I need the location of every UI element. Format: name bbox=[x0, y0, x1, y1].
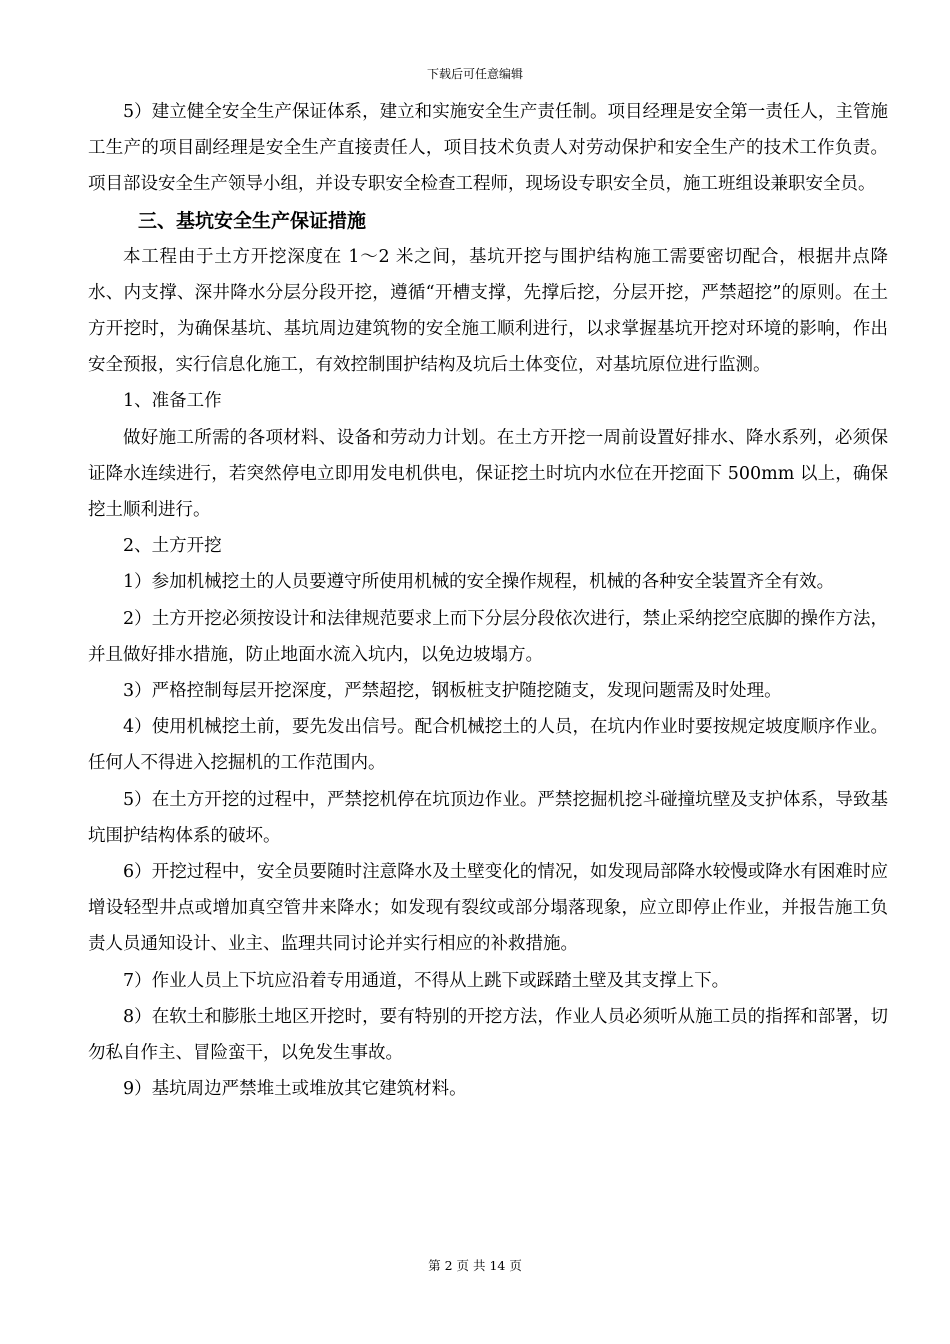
list-item-3: 3）严格控制每层开挖深度，严禁超挖，钢板桩支护随挖随支，发现问题需及时处理。 bbox=[123, 681, 782, 702]
page-header: 下载后可任意编辑 bbox=[426, 67, 523, 81]
list-item-7: 7）作业人员上下坑应沿着专用通道，不得从上跳下或踩踏土壁及其支撑上下。 bbox=[123, 970, 730, 991]
list-item-9: 9）基坑周边严禁堆土或堆放其它建筑材料。 bbox=[123, 1079, 467, 1100]
list-item-1: 1）参加机械挖土的人员要遵守所使用机械的安全操作规程，机械的各种安全装置齐全有效。 bbox=[123, 572, 835, 593]
page-footer: 第 2 页 共 14 页 bbox=[428, 1258, 522, 1273]
paragraph-excavation-intro: 本工程由于土方开挖深度在 1～2 米之间，基坑开挖与围护结构施工需要密切配合，根据井点降水、内支撑、深井降水分层分段开挖，遵循“开槽支撑，先撑后挖，分层开挖，严禁超挖”的原则。在土方开挖时，为确保基坑、基坑周边建筑物的安全施工顺利进行，以求掌握基坑开挖对环境的影响，作出安全预报，实行信息化施工，有效控制围护结构及坑后土体变位，对基坑原位进行监测。 bbox=[88, 246, 888, 376]
paragraph-safety-system: 5）建立健全安全生产保证体系，建立和实施安全生产责任制。项目经理是安全第一责任人，主管施工生产的项目副经理是安全生产直接责任人，项目技术负责人对劳动保护和安全生产的技术工作负责。项目部设安全生产领导小组，并设专职安全检查工程师，现场设专职安全员，施工班组设兼职安全员。 bbox=[88, 102, 888, 195]
section-heading: 三、基坑安全生产保证措施 bbox=[138, 209, 367, 232]
list-item-2: 2）土方开挖必须按设计和法律规范要求上而下分层分段依次进行，禁止采纳挖空底脚的操作方法，并且做好排水措施，防止地面水流入坑内，以免边坡塌方。 bbox=[88, 608, 888, 665]
subheading-preparation: 1、准备工作 bbox=[123, 391, 222, 412]
list-item-6: 6）开挖过程中，安全员要随时注意降水及土壁变化的情况，如发现局部降水较慢或降水有困难时应增设轻型井点或增加真空管井来降水；如发现有裂纹或部分塌落现象，应立即停止作业，并报告施工负责人员通知设计、业主、监理共同讨论并实行相应的补救措施。 bbox=[88, 862, 888, 955]
list-item-4: 4）使用机械挖土前，要先发出信号。配合机械挖土的人员，在坑内作业时要按规定坡度顺序作业。任何人不得进入挖掘机的工作范围内。 bbox=[88, 717, 888, 774]
list-item-8: 8）在软土和膨胀土地区开挖时，要有特别的开挖方法，作业人员必须听从施工员的指挥和部署，切勿私自作主、冒险蛮干，以免发生事故。 bbox=[88, 1006, 888, 1064]
paragraph-preparation: 做好施工所需的各项材料、设备和劳动力计划。在土方开挖一周前设置好排水、降水系列，必须保证降水连续进行，若突然停电立即用发电机供电，保证挖土时坑内水位在开挖面下 500mm 以上，确保挖土顺利进行。 bbox=[88, 427, 888, 521]
document-body bbox=[88, 94, 888, 1107]
subheading-earthwork: 2、土方开挖 bbox=[123, 536, 222, 557]
list-item-5: 5）在土方开挖的过程中，严禁挖机停在坑顶边作业。严禁挖掘机挖斗碰撞坑壁及支护体系，导致基坑围护结构体系的破坏。 bbox=[88, 789, 888, 846]
